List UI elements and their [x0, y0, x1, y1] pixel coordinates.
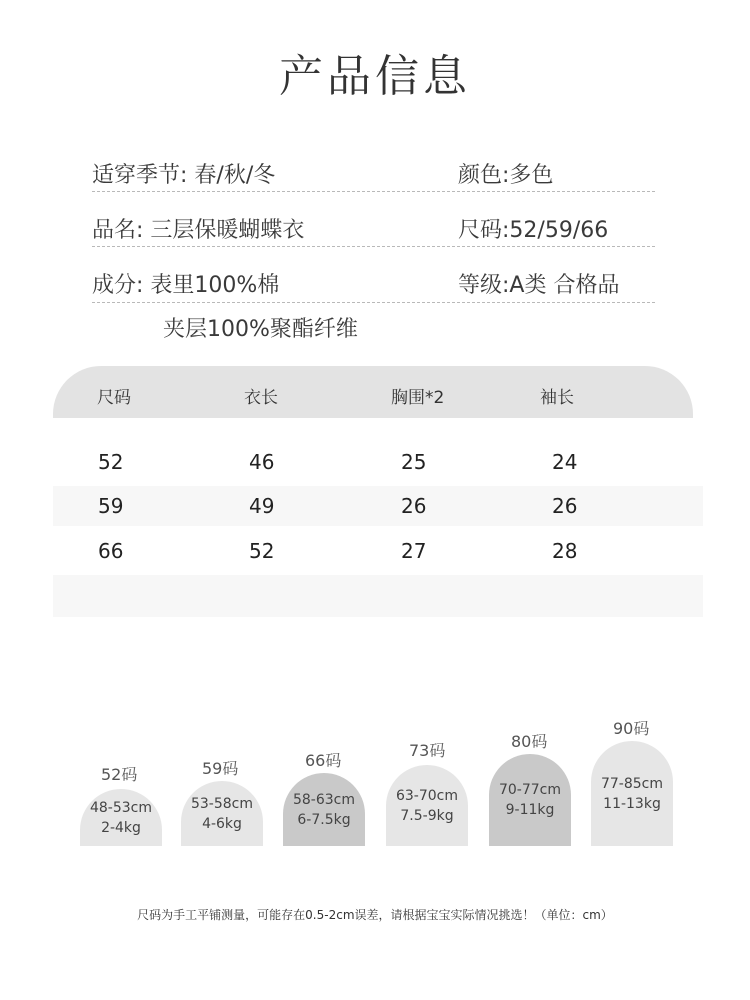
size-guide-weight: 11-13kg — [603, 795, 661, 812]
size-guide-card — [283, 773, 365, 846]
divider — [92, 191, 655, 192]
size-guide-card — [489, 754, 571, 846]
info-grade: 等级:A类 合格品 — [458, 273, 620, 298]
size-guide-height: 70-77cm — [498, 782, 561, 798]
size-guide-card — [591, 741, 673, 846]
table-row-band — [53, 486, 703, 526]
divider — [92, 302, 655, 303]
size-guide-label: 90码 — [613, 719, 650, 738]
size-guide-weight: 4-6kg — [202, 815, 242, 832]
info-row-season — [92, 158, 655, 198]
size-guide-weight: 6-7.5kg — [297, 811, 351, 828]
table-cell: 26 — [552, 494, 578, 518]
divider — [92, 246, 655, 247]
info-row-name — [92, 213, 655, 253]
table-row-band — [53, 575, 703, 617]
table-cell: 66 — [98, 539, 124, 563]
size-guide-card — [181, 781, 263, 846]
info-material: 成分: 表里100%棉 — [92, 273, 280, 298]
table-header — [53, 366, 693, 418]
size-guide-card — [80, 789, 162, 846]
table-header-chest: 胸围*2 — [391, 388, 445, 408]
size-guide-weight: 7.5-9kg — [400, 807, 454, 824]
table-header-sleeve: 袖长 — [540, 388, 574, 408]
size-guide-weight: 9-11kg — [505, 802, 555, 818]
size-guide-height: 48-53cm — [89, 799, 152, 816]
size-guide-label: 52码 — [101, 765, 138, 784]
table-cell: 52 — [98, 450, 124, 474]
table-header-length: 衣长 — [244, 388, 278, 408]
page-title: 产品信息 — [279, 51, 471, 102]
info-size: 尺码:52/59/66 — [458, 218, 609, 243]
size-guide-label: 66码 — [305, 751, 342, 770]
table-header-size: 尺码 — [97, 388, 131, 408]
size-guide-height: 53-58cm — [190, 795, 253, 812]
size-guide-label: 73码 — [409, 741, 446, 760]
table-cell: 52 — [249, 539, 275, 563]
size-guide-height: 58-63cm — [292, 791, 355, 808]
table-cell: 28 — [552, 539, 578, 563]
size-guide-card — [386, 765, 468, 846]
table-cell: 59 — [98, 494, 124, 518]
size-guide-height: 77-85cm — [600, 775, 663, 792]
table-cell: 25 — [401, 450, 427, 474]
table-cell: 49 — [249, 494, 275, 518]
info-season: 适穿季节: 春/秋/冬 — [92, 163, 276, 188]
info-name: 品名: 三层保暖蝴蝶衣 — [92, 218, 305, 243]
info-color: 颜色:多色 — [458, 163, 554, 188]
table-cell: 26 — [401, 494, 427, 518]
size-guide-label: 80码 — [511, 732, 548, 751]
measurement-note: 尺码为手工平铺测量，可能存在0.5-2cm误差，请根据宝宝实际情况挑选！（单位：cm） — [137, 908, 613, 922]
size-guide-label: 59码 — [202, 759, 239, 778]
table-cell: 46 — [249, 450, 275, 474]
size-guide-weight: 2-4kg — [101, 819, 141, 836]
size-guide-height: 63-70cm — [395, 787, 458, 804]
table-cell: 27 — [401, 539, 427, 563]
info-material-extra: 夹层100%聚酯纤维 — [163, 317, 358, 342]
table-cell: 24 — [552, 450, 578, 474]
